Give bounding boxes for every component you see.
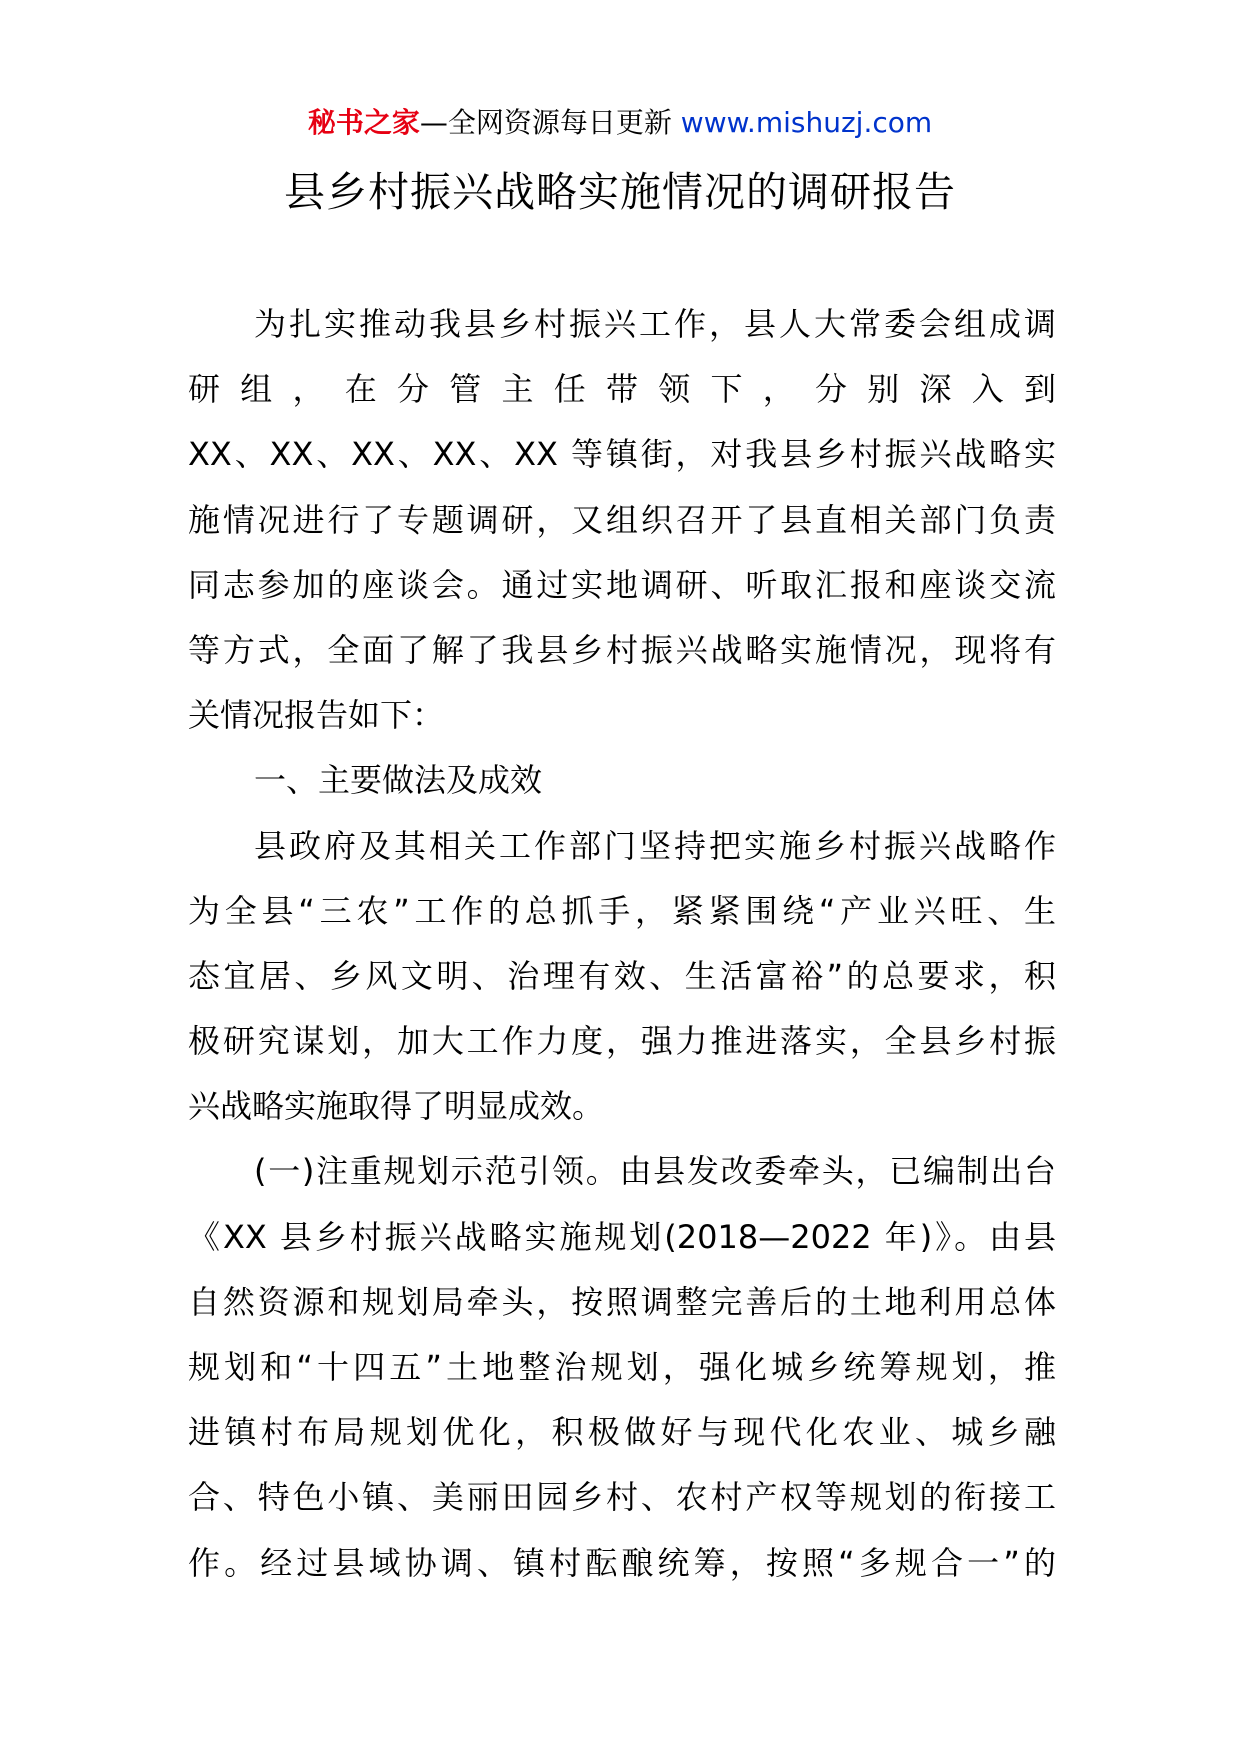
text-line: 为扎实推动我县乡村振兴工作，县人大常委会组成调 — [254, 305, 1056, 343]
text-line: 态宜居、乡风文明、治理有效、生活富裕”的总要求，积 — [188, 956, 1056, 995]
text-line: 县政府及其相关工作部门坚持把实施乡村振兴战略作 — [254, 826, 1056, 865]
site-url-link[interactable]: www.mishuzj.com — [680, 106, 933, 139]
site-brand: 秘书之家 — [307, 106, 420, 139]
text-line: 等方式，全面了解了我县乡村振兴战略实施情况，现将有 — [188, 630, 1056, 669]
text-line: 规划和“十四五”土地整治规划，强化城乡统筹规划，推 — [188, 1348, 1056, 1386]
document-title: 县乡村振兴战略实施情况的调研报告 — [284, 168, 956, 216]
text-line: (一)注重规划示范引领。由县发改委牵头，已编制出台 — [254, 1152, 1056, 1191]
text-line: XX、XX、XX、XX、XX 等镇街，对我县乡村振兴战略实 — [188, 435, 1056, 474]
text-line: 进镇村布局规划优化，积极做好与现代化农业、城乡融 — [188, 1413, 1056, 1452]
text-line: 《XX 县乡村振兴战略实施规划(2018—2022 年)》。由县 — [188, 1217, 1056, 1256]
text-line: 自然资源和规划局牵头，按照调整完善后的土地利用总体 — [188, 1282, 1056, 1321]
text-line: 极研究谋划，加大工作力度，强力推进落实，全县乡村振 — [188, 1022, 1056, 1061]
text-line: 同志参加的座谈会。通过实地调研、听取汇报和座谈交流 — [188, 565, 1056, 604]
text-line: 研组，在分管主任带领下，分别深入到 — [188, 370, 1056, 409]
text-line: 作。经过县域协调、镇村酝酿统筹，按照“多规合一”的 — [188, 1543, 1056, 1582]
text-line: 兴战略实施取得了明显成效。 — [188, 1087, 605, 1126]
text-line: 施情况进行了专题调研，又组织召开了县直相关部门负责 — [188, 500, 1056, 539]
text-line: 关情况报告如下： — [188, 696, 445, 735]
text-line: 一、主要做法及成效 — [254, 761, 543, 800]
text-line: 为全县“三农”工作的总抓手，紧紧围绕“产业兴旺、生 — [188, 891, 1056, 930]
site-slogan: —全网资源每日更新 — [419, 106, 672, 139]
document-body — [188, 292, 1056, 1596]
text-line: 合、特色小镇、美丽田园乡村、农村产权等规划的衔接工 — [188, 1478, 1056, 1517]
site-header — [0, 103, 1240, 143]
